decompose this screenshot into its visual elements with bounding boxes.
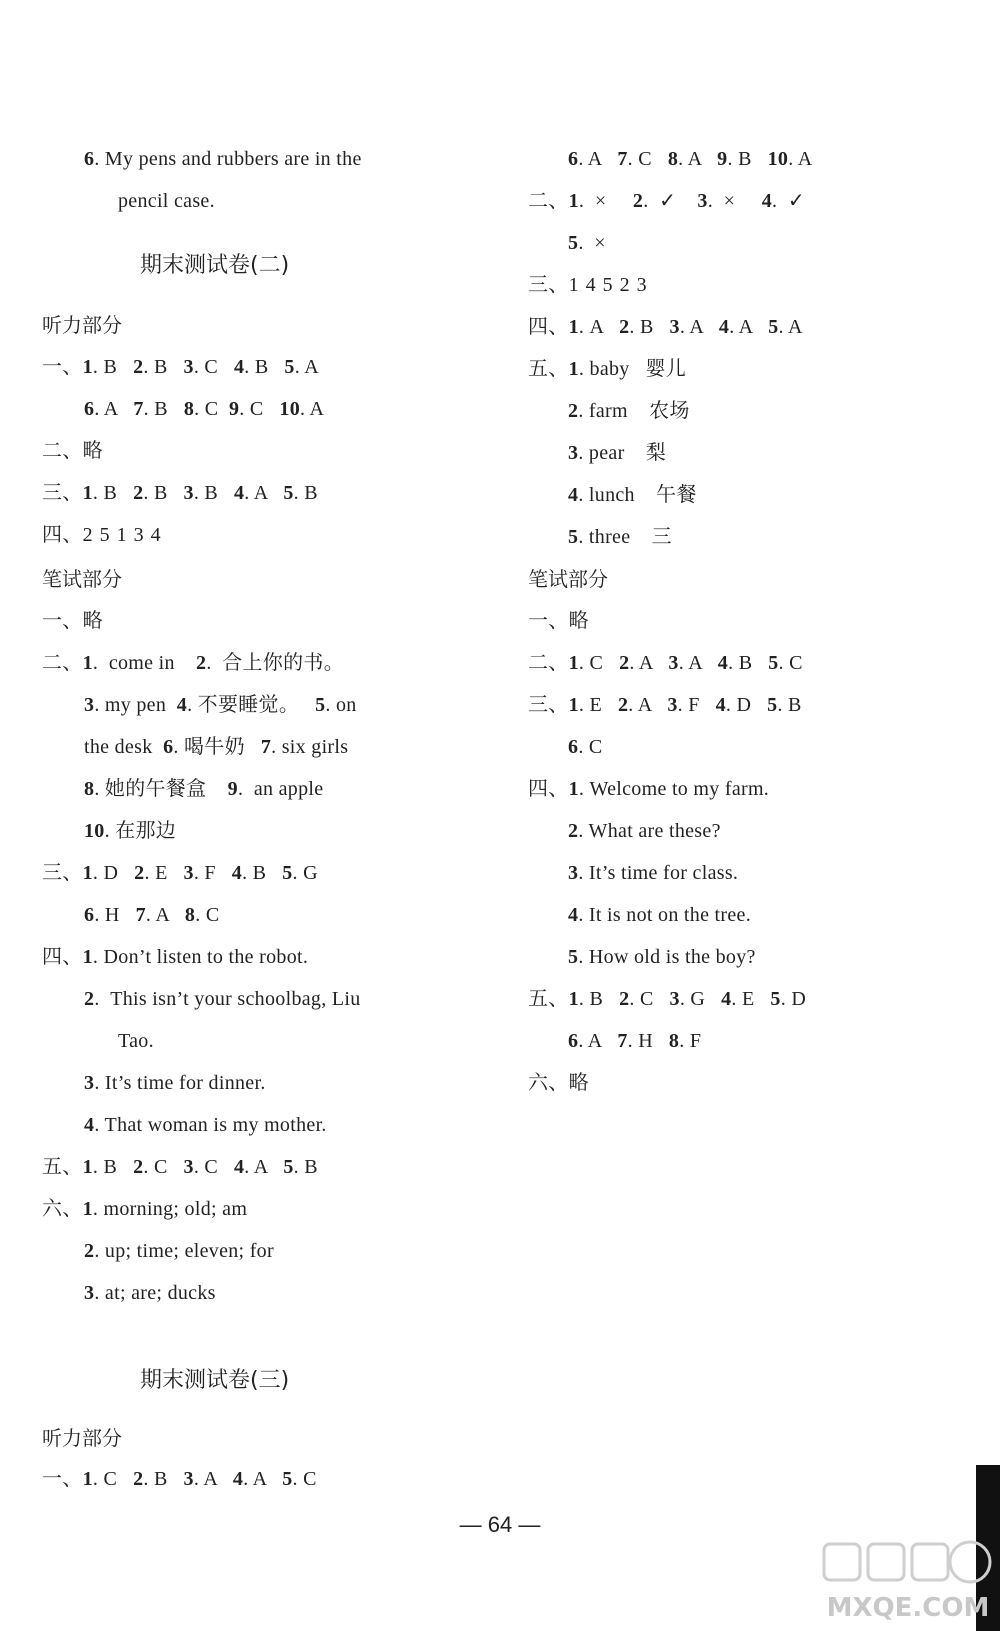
answer-line: 3. It’s time for dinner. — [84, 1072, 266, 1094]
answer-line: 6. H 7. A 8. C — [84, 904, 220, 926]
answer-line: 6. C — [568, 736, 603, 758]
answer-line: 2. up; time; eleven; for — [84, 1240, 274, 1262]
section-label: 笔试部分 — [528, 567, 608, 591]
answer-line: 4. It is not on the tree. — [568, 904, 752, 926]
test-heading: 期末测试卷(三) — [140, 1368, 290, 1393]
answer-line: 三、14523 — [528, 274, 654, 296]
answer-line: 6. A 7. B 8. C 9. C 10. A — [84, 398, 325, 420]
answer-line: 4. lunch 午餐 — [568, 484, 697, 506]
section-label: 笔试部分 — [42, 567, 122, 591]
answer-line: 三、1. D 2. E 3. F 4. B 5. G — [42, 862, 318, 884]
answer-line: 五、1. B 2. C 3. C 4. A 5. B — [42, 1156, 318, 1178]
watermark-logo — [818, 1538, 998, 1628]
answer-line: 四、1. A 2. B 3. A 4. A 5. A — [528, 316, 803, 338]
answer-line: 3. my pen 4. 不要睡觉。 5. on — [84, 694, 357, 716]
answer-line: 三、1. E 2. A 3. F 4. D 5. B — [528, 694, 802, 716]
answer-line: 五、1. B 2. C 3. G 4. E 5. D — [528, 988, 807, 1010]
answer-line: 三、1. B 2. B 3. B 4. A 5. B — [42, 482, 318, 504]
answer-line: pencil case. — [118, 190, 215, 212]
answer-line: 六、1. morning; old; am — [42, 1198, 248, 1220]
answer-line: 四、1. Don’t listen to the robot. — [42, 946, 309, 968]
section-label: 听力部分 — [42, 1426, 122, 1450]
answer-line: 2. farm 农场 — [568, 400, 690, 422]
test-heading: 期末测试卷(二) — [140, 253, 290, 278]
answer-line: 五、1. baby 婴儿 — [528, 358, 687, 380]
answer-line: 3. at; are; ducks — [84, 1282, 216, 1304]
answer-line: 2. What are these? — [568, 820, 721, 842]
answer-line: 一、1. B 2. B 3. C 4. B 5. A — [42, 356, 319, 378]
answer-line: 6. A 7. H 8. F — [568, 1030, 702, 1052]
answer-line: 一、1. C 2. B 3. A 4. A 5. C — [42, 1468, 317, 1490]
answer-line: 一、略 — [42, 610, 103, 632]
answer-line: the desk 6. 喝牛奶 7. six girls — [84, 736, 349, 758]
answer-line: Tao. — [118, 1030, 154, 1052]
answer-line: 8. 她的午餐盒 9. an apple — [84, 778, 324, 800]
answer-line: 四、25134 — [42, 524, 168, 546]
answer-line: 二、1. come in 2. 合上你的书。 — [42, 652, 345, 674]
answer-line: 4. That woman is my mother. — [84, 1114, 327, 1136]
answer-line: 二、略 — [42, 440, 103, 462]
answer-line: 6. A 7. C 8. A 9. B 10. A — [568, 148, 813, 170]
section-label: 听力部分 — [42, 313, 122, 337]
answer-line: 六、略 — [528, 1072, 589, 1094]
answer-line: 四、1. Welcome to my farm. — [528, 778, 770, 800]
answer-line: 6. My pens and rubbers are in the — [84, 148, 362, 170]
watermark-text: MXQE.COM — [826, 1593, 990, 1623]
answer-line: 一、略 — [528, 610, 589, 632]
page-number: — 64 — — [459, 1512, 541, 1537]
answer-line: 3. pear 梨 — [568, 442, 667, 464]
answer-line: 5. × — [568, 232, 606, 254]
answer-line: 10. 在那边 — [84, 820, 177, 842]
answer-line: 5. three 三 — [568, 526, 672, 548]
answer-line: 3. It’s time for class. — [568, 862, 739, 884]
answer-line: 二、1. C 2. A 3. A 4. B 5. C — [528, 652, 803, 674]
answer-line: 2. This isn’t your schoolbag, Liu — [84, 988, 361, 1010]
answer-line: 5. How old is the boy? — [568, 946, 756, 968]
answer-line: 二、1. × 2. ✓ 3. × 4. ✓ — [528, 190, 805, 212]
